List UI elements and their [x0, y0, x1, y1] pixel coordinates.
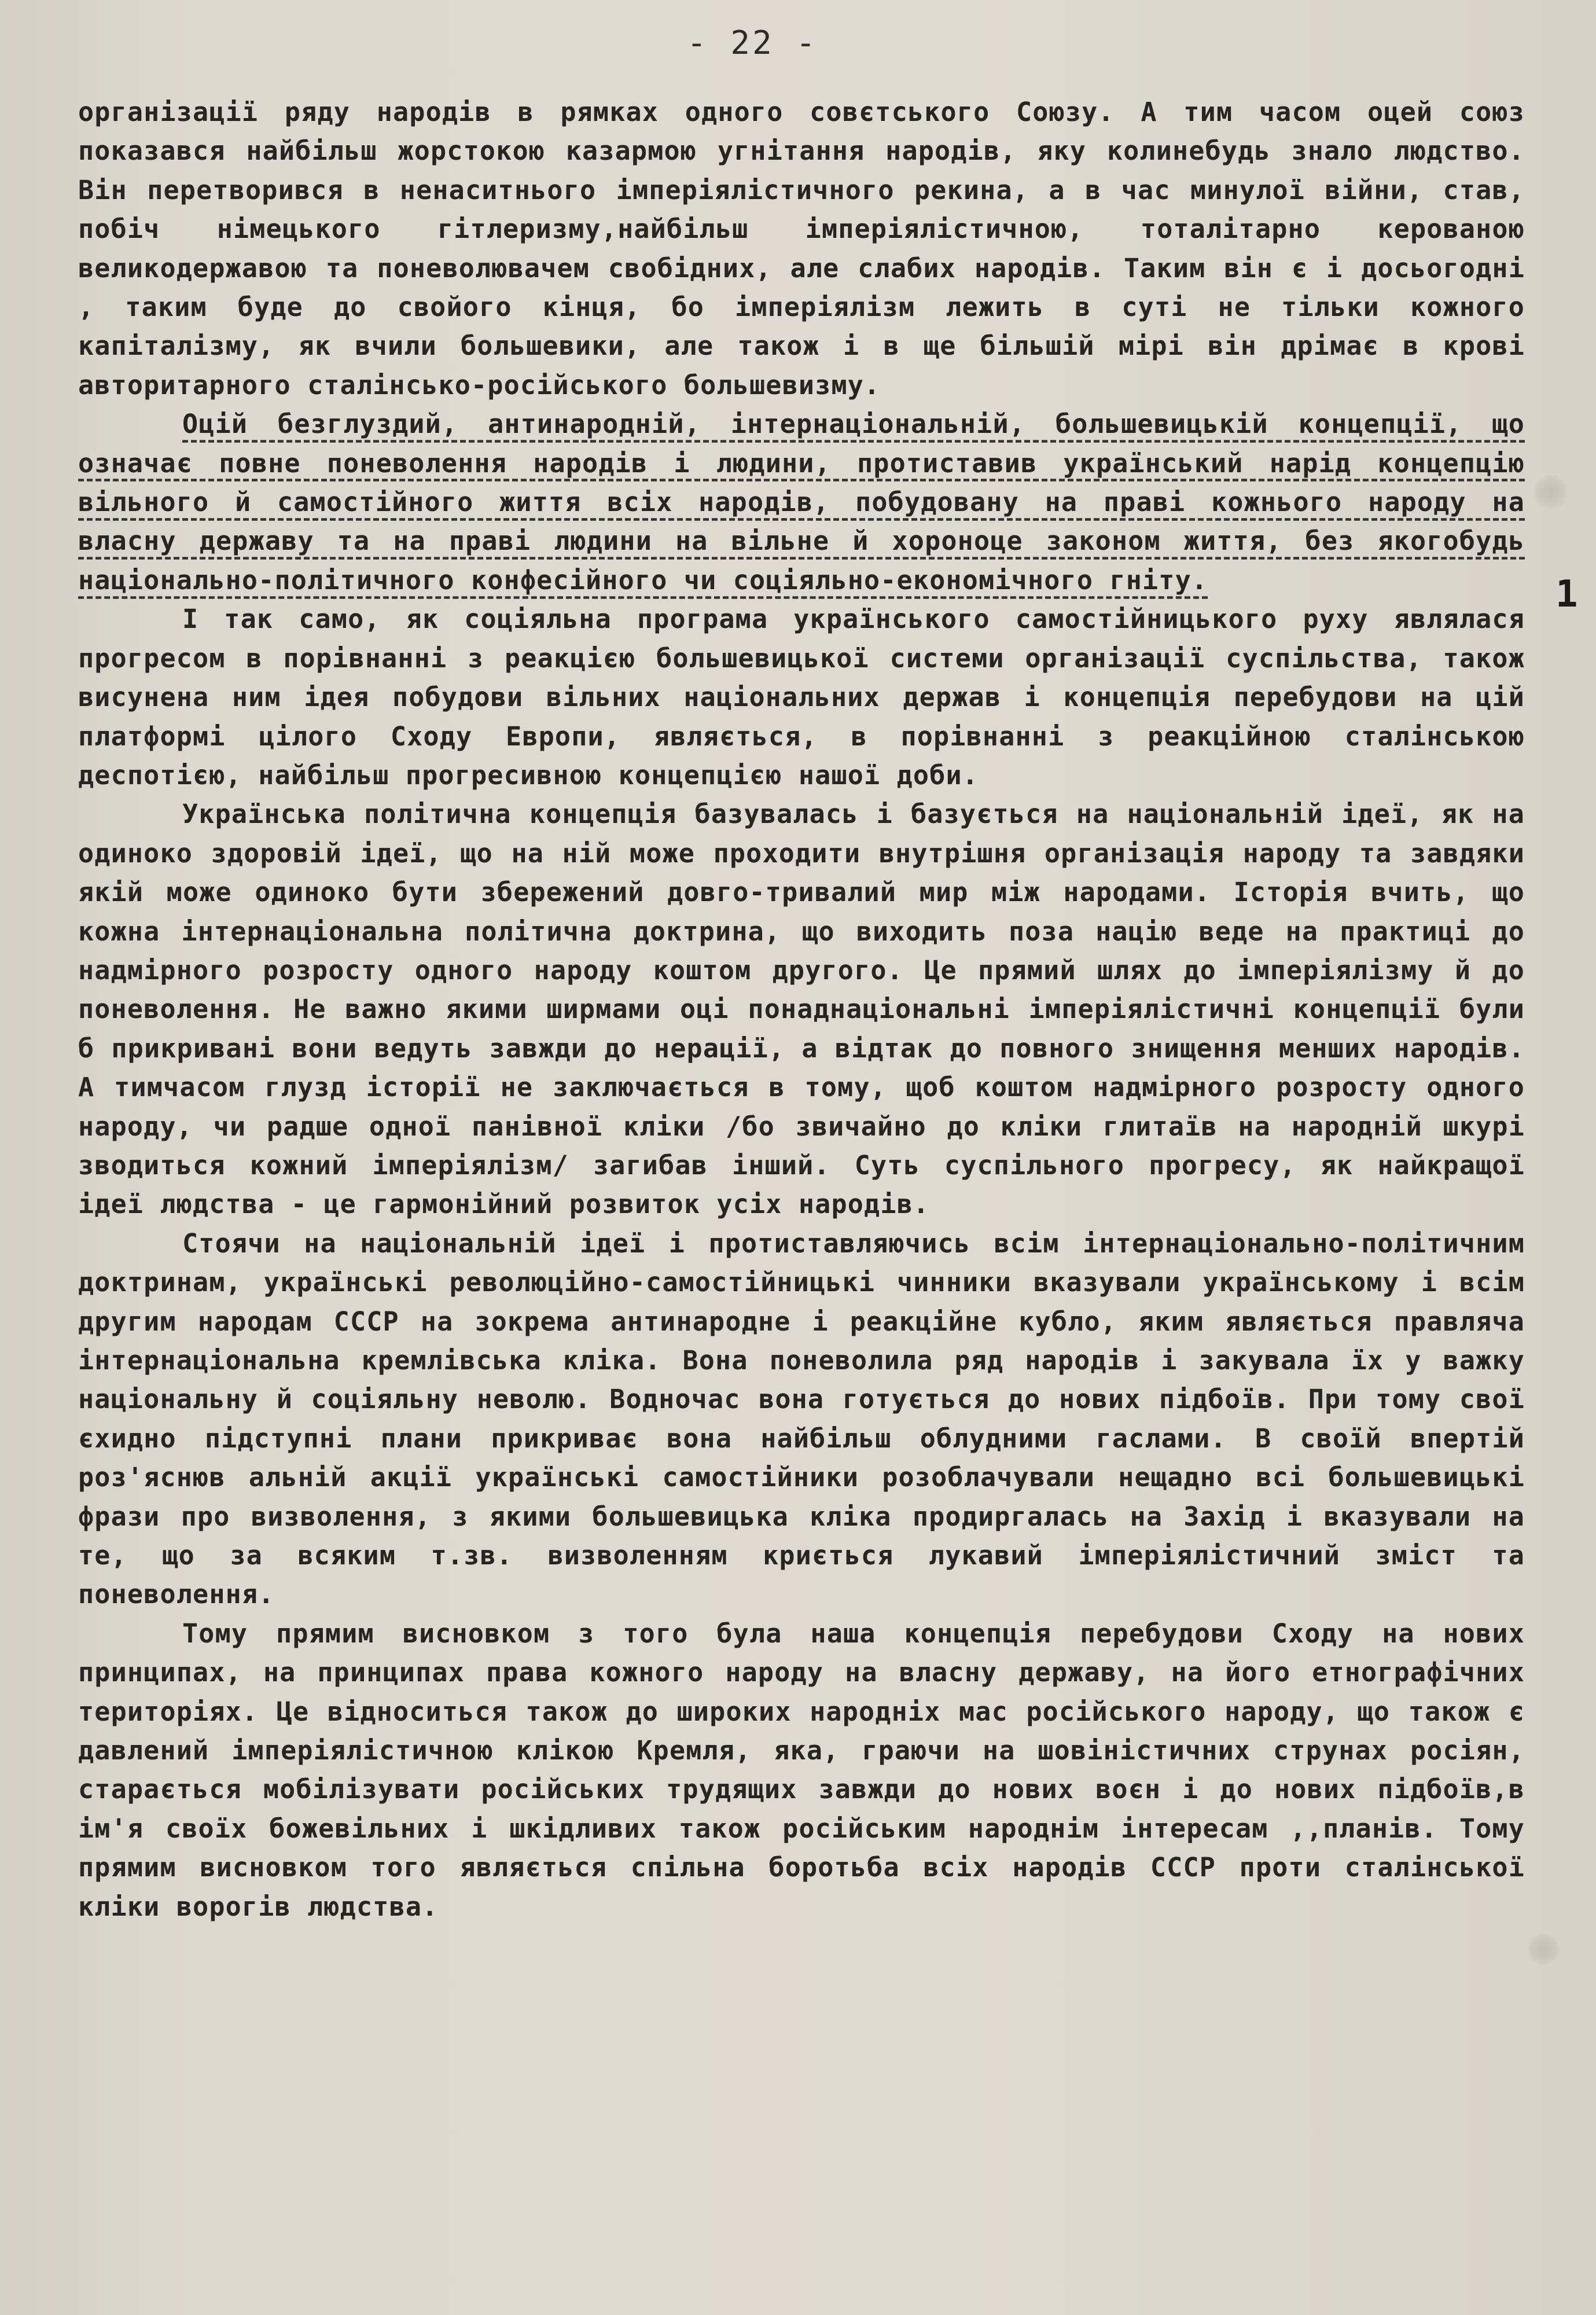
paragraph: Стоячи на національній ідеї і протиставляючись всім інтернаціонально-політичним доктринам, українські революційно-самостійницькі чинники вказували українському і всім другим народам СССР на зокрема антинародне і реакційне кубло, яким являється правляча інтернаціональна кремлівська кліка. Вона поневолила ряд народів і закувала їх у важку національну й соціяльну неволю. Водночас вона готується до нових підбоїв. При тому свої єхидно підступні плани прикриває вона найбільш облудними гаслами. В своїй впертій роз'яснюв альній акції українські самостійники розоблачували нещадно всі большевицькі фрази про визволення, з якими большевицька кліка продиргалась на Захід і вказували на те, що за всяким т.зв. визволенням криється лукавий імперіялістичний зміст та поневолення.: [78, 1228, 1525, 1610]
punch-hole: [1534, 475, 1568, 509]
margin-mark: 1: [1555, 573, 1578, 616]
paragraph: організації ряду народів в рямках одного совєтського Союзу. А тим часом оцей союз показався найбільш жорстокою казармою угнітання народів, яку колинебудь знало людство. Він перетворився в ненаситнього імперіялістичного рекина, а в час минулої війни, став, побіч німецького гітлеризму,найбільш імперіялістичною, тоталітарно керованою великодержавою та поневолювачем свобідних, але слабих народів. Таким він є і досьогодні , таким буде до свойого кінця, бо імперіялізм лежить в суті не тільки кожного капіталізму, як вчили большевики, але також і в ще більшій мірі він дрімає в крові авторитарного сталінсько-російського большевизму.: [78, 97, 1525, 400]
paragraph: І так само, як соціяльна програма українського самостійницького руху являлася прогресом в порівнанні з реакцією большевицької системи організації суспільства, також висунена ним ідея побудови вільних національних держав і концепція перебудови на цій платформі цілого Сходу Европи, являється, в порівнанні з реакційною сталінською деспотією, найбільш прогресивною концепцією нашої доби.: [78, 604, 1525, 791]
paragraph: Українська політична концепція базувалась і базується на національній ідеї, як на одиноко здоровій ідеї, що на ній може проходити внутрішня організація народу та завдяки якій може одиноко бути збережений довго-тривалий мир між народами. Історія вчить, що кожна інтернаціональна політична доктрина, що виходить поза націю веде на практиці до надмірного розросту одного народу коштом другого. Це прямий шлях до імперіялізму й до поневолення. Не важно якими ширмами оці понаднаціональні імперіялістичні концепції були б прикривані вони ведуть завжди до нерації, а відтак до повного знищення менших народів. А тимчасом глузд історії не заключається в тому, щоб коштом надмірного розросту одного народу, чи радше одної панівної кліки /бо звичайно до кліки глитаїв на народній шкурі зводиться кожний імперіялізм/ загибав інший. Суть суспільного прогресу, як найкращої ідеї людства - це гармонійний розвиток усіх народів.: [78, 799, 1525, 1220]
page-number: - 22 -: [686, 24, 818, 62]
paragraph: Тому прямим висновком з того була наша концепція перебудови Сходу на нових принципах, на принципах права кожного народу на власну державу, на його етнографічних територіях. Це відноситься також до широких народніх мас російського народу, що також є давлений імперіялістичною клікою Кремля, яка, граючи на шовіністичних струнах росіян, старається мобілізувати російських трудящих завжди до нових воєн і до нових підбоїв,в ім'я своїх божевільних і шкідливих також російським народнім інтересам ,,планів. Тому прямим висновком того являється спільна боротьба всіх народів СССР проти сталінської кліки ворогів людства.: [78, 1618, 1525, 1922]
punch-hole: [1528, 1933, 1560, 1965]
paragraph: Оцій безглуздий, антинародній, інтернаціональній, большевицькій концепції, що означає повне поневолення народів і людини, протиставив український нарід концепцію вільного й самостійного життя всіх народів, побудовану на праві кожнього народу на власну державу та на праві людини на вільне й хороноце законом життя, без якогобудь національно-політичного конфесійного чи соціяльно-економічного гніту.: [78, 409, 1525, 596]
document-body: [78, 93, 1525, 1926]
